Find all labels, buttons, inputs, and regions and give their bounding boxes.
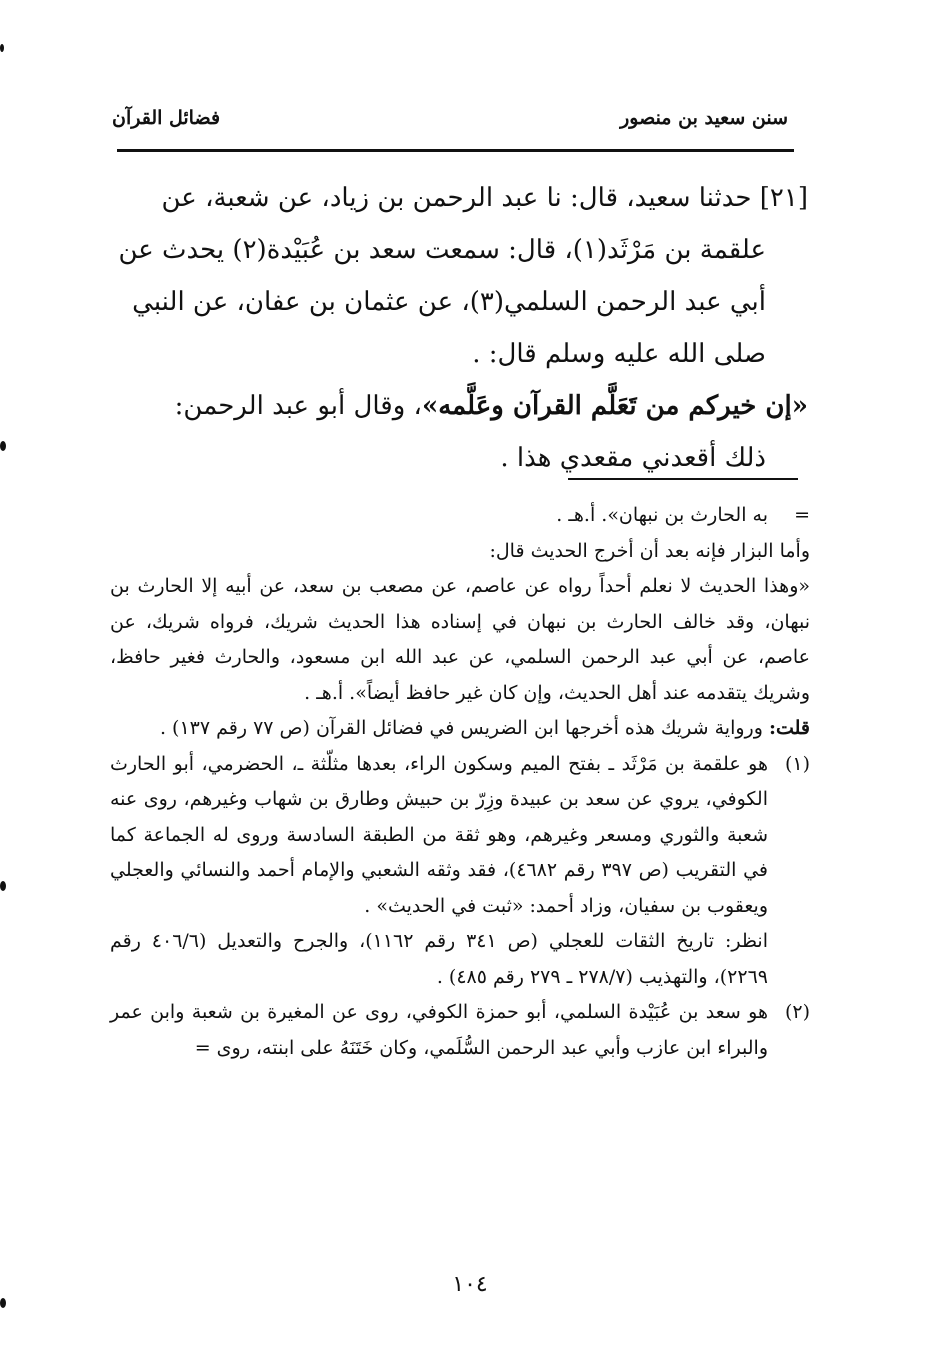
main-line-4: صلى الله عليه وسلم قال: .: [472, 339, 766, 369]
scan-speck-3: [0, 881, 6, 891]
main-line-5-rest: ، وقال أبو عبد الرحمن:: [174, 391, 422, 421]
footnote-1-mark: (١): [784, 752, 810, 775]
footnote-2: [110, 995, 810, 1066]
continuation-mark: =: [794, 504, 810, 526]
main-line-6: ذلك أقعدني مقعدي هذا .: [500, 443, 766, 473]
page-number: ١٠٤: [452, 1272, 488, 1297]
footnotes: [110, 498, 810, 1066]
footnote-continuation: [110, 498, 810, 534]
qult-text: ورواية شريك هذه أخرجها ابن الضريس في فضائل القرآن (ص ٧٧ رقم ١٣٧) .: [159, 717, 769, 739]
scan-speck-4: [0, 1298, 6, 1308]
main-line-5: [108, 380, 808, 432]
main-line-1-text: حدثنا سعيد، قال: نا عبد الرحمن بن زياد، عن شعبة، عن: [161, 183, 760, 213]
running-header: [112, 102, 788, 134]
scan-speck-2: [0, 441, 6, 451]
footnote-2-text: هو سعد بن عُبَيْدة السلمي، أبو حمزة الكوفي، روى عن المغيرة بن شعبة وابن عمر والبراء ابن عازب وأبي عبد الرحمن السُّلَمي، وكان خَتَنَهُ على ابنته، روى =: [110, 1001, 768, 1059]
header-rule: [117, 149, 794, 152]
scan-speck-1: [0, 44, 4, 52]
bazzar-quote: «وهذا الحديث لا نعلم أحداً رواه عن عاصم، عن مصعب بن سعد، عن أبيه إلا الحارث بن نبهان، وقد خالف الحارث بن نبهان في إسناده هذا الحديث شريك، فرواه شريك، عن عاصم، عن أبي عبد الرحمن السلمي، عن عبد الله ابن مسعود، والحارث فغير حافظ، وشريك يتقدمه عند أهل الحديث، وإن كان غير حافظ أيضاً». أ.هـ .: [110, 575, 810, 704]
footnote-1-text: هو علقمة بن مَرْثَد ـ بفتح الميم وسكون الراء، بعدها مثلّثة ـ، الحضرمي، أبو الحارث الكوفي، يروي عن سعد بن عبيدة وزِرّ بن حبيش وطارق بن شهاب وغيرهم، روى عنه شعبة والثوري ومسعر وغيرهم، وهو ثقة من الطبقة السادسة وروى له الجماعة كما في التقريب (ص ٣٩٧ رقم ٤٦٨٢)، فقد وثقه الشعبي والإمام أحمد والنسائي والعجلي ويعقوب بن سفيان، وزاد أحمد: «ثبت في الحديث» .: [110, 752, 768, 917]
qult-label: قلت:: [768, 717, 810, 739]
section-title: فضائل القرآن: [112, 107, 221, 129]
qult-paragraph: [110, 711, 810, 747]
footnote-1: [110, 747, 810, 925]
footnote-2-mark: (٢): [784, 1001, 810, 1023]
book-title: سنن سعيد بن منصور: [620, 107, 788, 129]
hadith-number: [٢١]: [759, 183, 808, 213]
hadith-text: «إن خيركم من تَعَلَّم القرآن وعَلَّمه»: [421, 391, 808, 421]
main-text: [108, 172, 808, 484]
main-line-3: أبي عبد الرحمن السلمي(٣)، عن عثمان بن عفان، عن النبي: [132, 287, 766, 317]
footnote-1-references: انظر: تاريخ الثقات للعجلي (ص ٣٤١ رقم ١١٦٢)، والجرح والتعديل (٤٠٦/٦ رقم ٢٢٦٩)، والتهذيب (٢٧٨/٧ ـ ٢٧٩ رقم ٤٨٥) .: [110, 930, 769, 988]
main-line-2: علقمة بن مَرْثَد(١)، قال: سمعت سعد بن عُبَيْدة(٢) يحدث عن: [118, 235, 766, 265]
main-line-1: [108, 172, 808, 224]
continuation-line-2: وأما البزار فإنه بعد أن أخرج الحديث قال:: [489, 539, 810, 562]
continuation-line-1: به الحارث بن نبهان». أ.هـ .: [556, 504, 768, 526]
footnote-separator: [568, 478, 798, 480]
